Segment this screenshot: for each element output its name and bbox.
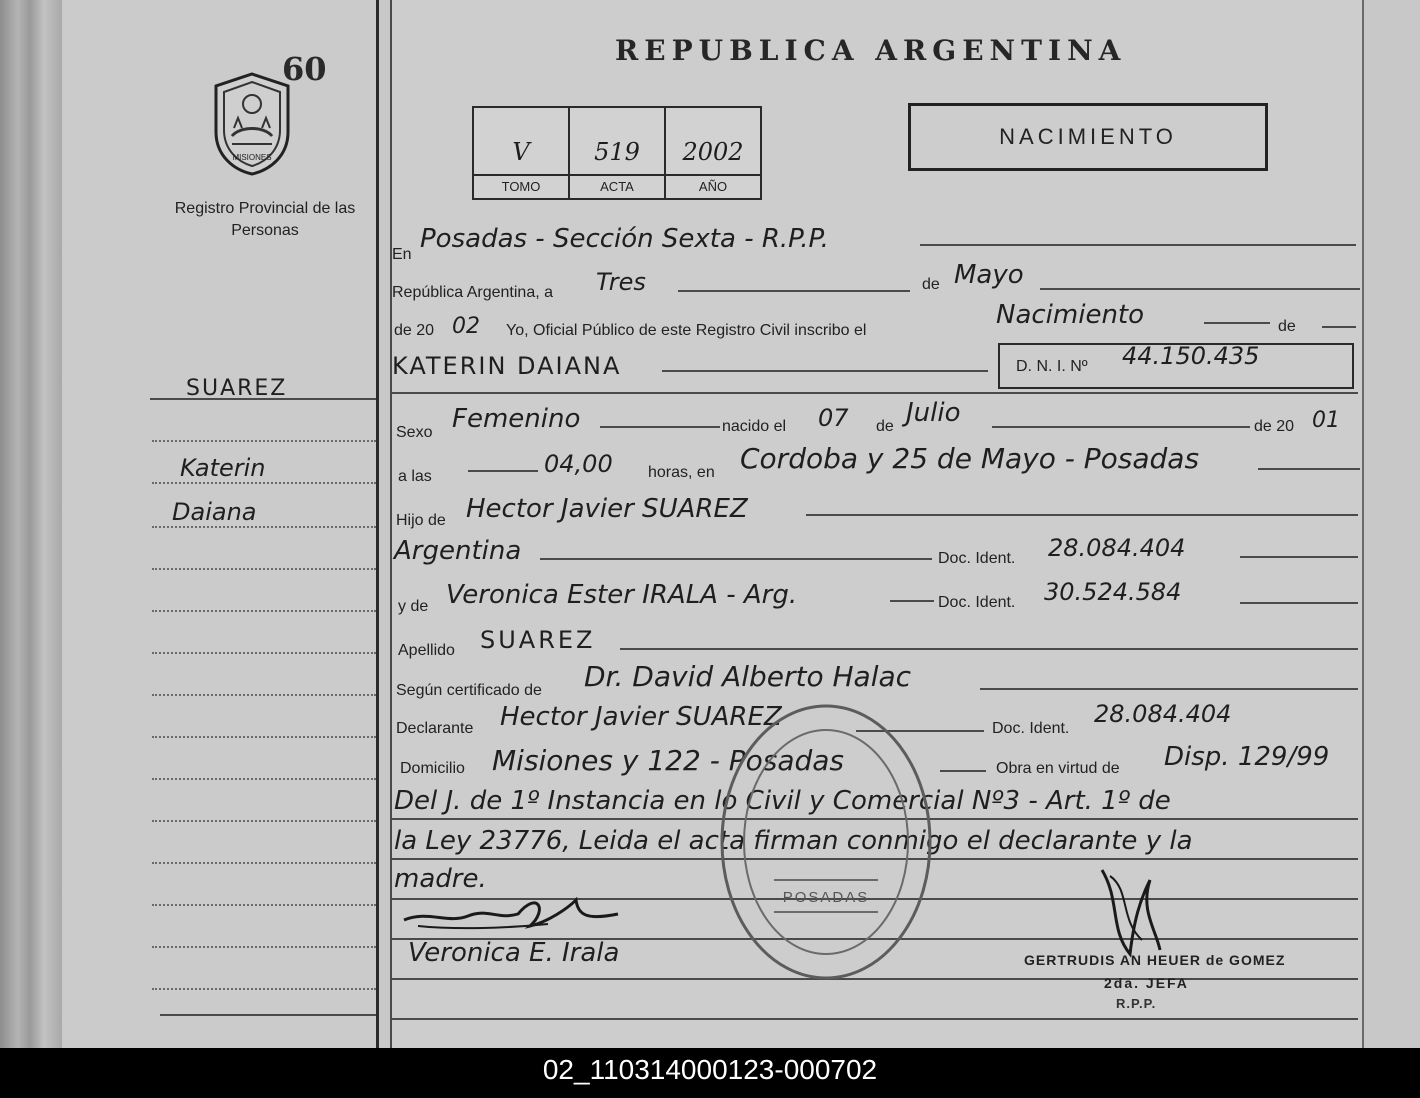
fill-line	[392, 1018, 1358, 1020]
label-obra: Obra en virtud de	[996, 760, 1120, 777]
fill-line	[1204, 322, 1270, 324]
value-padre-doc: 28.084.404	[1048, 534, 1186, 562]
margin-dotted-line	[152, 440, 376, 442]
value-hora: 04,00	[544, 450, 613, 478]
value-acto: Nacimiento	[996, 300, 1145, 330]
official-stamp-icon	[714, 700, 938, 984]
margin-given-name-1: Katerin	[180, 454, 266, 482]
margin-dotted-line	[152, 694, 376, 696]
official-name: GERTRUDIS AN HEUER de GOMEZ	[1024, 952, 1286, 968]
value-lugar-nacimiento: Cordoba y 25 de Mayo - Posadas	[740, 442, 1200, 475]
margin-dotted-line	[152, 610, 376, 612]
margin-dotted-line	[152, 820, 376, 822]
value-padre-nacionalidad: Argentina	[394, 536, 522, 566]
value-declarante-doc: 28.084.404	[1094, 700, 1232, 728]
acta-cell	[570, 108, 666, 198]
margin-dotted-line	[152, 988, 376, 990]
fill-line	[392, 392, 1358, 394]
signature-name: Veronica E. Irala	[408, 938, 620, 968]
footer-code-bar	[0, 1048, 1420, 1098]
tomo-cell	[474, 108, 570, 198]
ano-label: AÑO	[666, 174, 760, 198]
margin-surname: SUAREZ	[186, 376, 288, 401]
value-madre-doc: 30.524.584	[1044, 578, 1182, 606]
label-en: En	[392, 246, 412, 263]
country-heading: REPUBLICA ARGENTINA	[615, 34, 1127, 67]
fill-line	[940, 770, 986, 772]
margin-rule	[160, 1014, 376, 1016]
fill-line	[662, 370, 988, 372]
folio-number: 60	[282, 50, 327, 88]
official-role: 2da. JEFA	[1104, 975, 1189, 991]
value-nacido-mes: Julio	[906, 398, 961, 428]
footer-code: 02_110314000123-000702	[542, 1054, 878, 1085]
registry-name: Registro Provincial de las Personas	[174, 200, 356, 239]
province-seal-icon	[210, 70, 294, 178]
tomo-value: V	[512, 138, 530, 166]
value-texto-1: Del J. de 1º Instancia en lo Civil y Comercial Nº3 - Art. 1º de	[394, 786, 1171, 816]
margin-dotted-line	[152, 862, 376, 864]
stamp-text: POSADAS	[782, 889, 870, 906]
acta-label: ACTA	[570, 174, 664, 198]
fill-line	[920, 244, 1356, 246]
value-obra: Disp. 129/99	[1164, 742, 1330, 772]
value-domicilio: Misiones y 122 - Posadas	[492, 744, 844, 777]
fill-line	[1240, 602, 1358, 604]
label-republica: República Argentina, a	[392, 284, 553, 301]
margin-dotted-line	[152, 526, 376, 528]
value-sexo: Femenino	[452, 404, 581, 434]
fill-line	[980, 688, 1358, 690]
column-divider-inner	[390, 0, 392, 1048]
fill-line	[1040, 288, 1360, 290]
fill-line	[1258, 468, 1360, 470]
label-doc-ident-1: Doc. Ident.	[938, 550, 1016, 567]
label-doc-ident-3: Doc. Ident.	[992, 720, 1070, 737]
seal-text: MISIONES	[232, 153, 272, 162]
value-dni: 44.150.435	[1122, 342, 1260, 370]
fill-line	[620, 648, 1358, 650]
margin-dotted-line	[152, 778, 376, 780]
label-dni: D. N. I. Nº	[1016, 358, 1088, 375]
value-declarante: Hector Javier SUAREZ	[500, 702, 782, 732]
margin-dotted-line	[152, 736, 376, 738]
value-nacido-dia: 07	[818, 404, 849, 432]
value-texto-2: la Ley 23776, Leida el acta firman conmigo el declarante y la	[394, 826, 1193, 856]
fill-line	[806, 514, 1358, 516]
margin-dotted-line	[152, 652, 376, 654]
label-yo-oficial: Yo, Oficial Público de este Registro Civil inscribo el	[506, 322, 867, 339]
label-y-de: y de	[398, 598, 429, 615]
value-texto-3: madre.	[394, 864, 487, 894]
page-right-edge	[1362, 0, 1364, 1048]
value-certificado: Dr. David Alberto Halac	[584, 660, 912, 693]
tomo-label: TOMO	[474, 174, 568, 198]
fill-line	[992, 426, 1250, 428]
label-de-20: de 20	[1254, 418, 1295, 435]
label-declarante: Declarante	[396, 720, 474, 737]
label-a-las: a las	[398, 468, 432, 485]
label-apellido: Apellido	[398, 642, 455, 659]
label-horas-en: horas, en	[648, 464, 715, 481]
label-sexo: Sexo	[396, 424, 433, 441]
value-nombre: KATERIN DAIANA	[392, 352, 622, 380]
margin-dotted-line	[152, 904, 376, 906]
value-apellido: SUAREZ	[480, 626, 596, 654]
label-domicilio: Domicilio	[400, 760, 465, 777]
margin-dotted-line	[152, 568, 376, 570]
fill-line	[890, 600, 934, 602]
label-hijo-de: Hijo de	[396, 512, 446, 529]
official-signature-scribble	[1090, 860, 1170, 960]
signature-scribble	[398, 880, 638, 938]
value-dia-letras: Tres	[596, 268, 646, 296]
fill-line	[1240, 556, 1358, 558]
value-mes: Mayo	[954, 260, 1024, 290]
fill-line	[1322, 326, 1356, 328]
label-segun: Según certificado de	[396, 682, 542, 699]
value-lugar: Posadas - Sección Sexta - R.P.P.	[420, 224, 829, 254]
label-de-dia: de	[876, 418, 894, 435]
official-office: R.P.P.	[1116, 996, 1157, 1011]
acta-value: 519	[594, 138, 640, 166]
ano-value: 2002	[682, 138, 744, 166]
book-binding-edge	[0, 0, 62, 1048]
value-padre: Hector Javier SUAREZ	[466, 494, 748, 524]
label-de-anio: de 20	[394, 322, 435, 339]
record-number-box	[472, 106, 762, 200]
margin-given-name-2: Daiana	[172, 498, 257, 526]
record-type: NACIMIENTO	[908, 103, 1268, 171]
label-de-final: de	[1278, 318, 1296, 335]
value-anio-suffix: 02	[452, 314, 480, 339]
ano-cell	[666, 108, 760, 198]
margin-dotted-line	[152, 482, 376, 484]
column-divider	[376, 0, 379, 1048]
fill-line	[468, 470, 538, 472]
margin-dotted-line	[152, 946, 376, 948]
value-madre: Veronica Ester IRALA - Arg.	[446, 580, 798, 610]
label-de-mes: de	[922, 276, 940, 293]
fill-line	[678, 290, 910, 292]
label-nacido-el: nacido el	[722, 418, 787, 435]
fill-line	[600, 426, 720, 428]
value-nacido-anio: 01	[1312, 408, 1340, 433]
fill-line	[540, 558, 932, 560]
label-doc-ident-2: Doc. Ident.	[938, 594, 1016, 611]
